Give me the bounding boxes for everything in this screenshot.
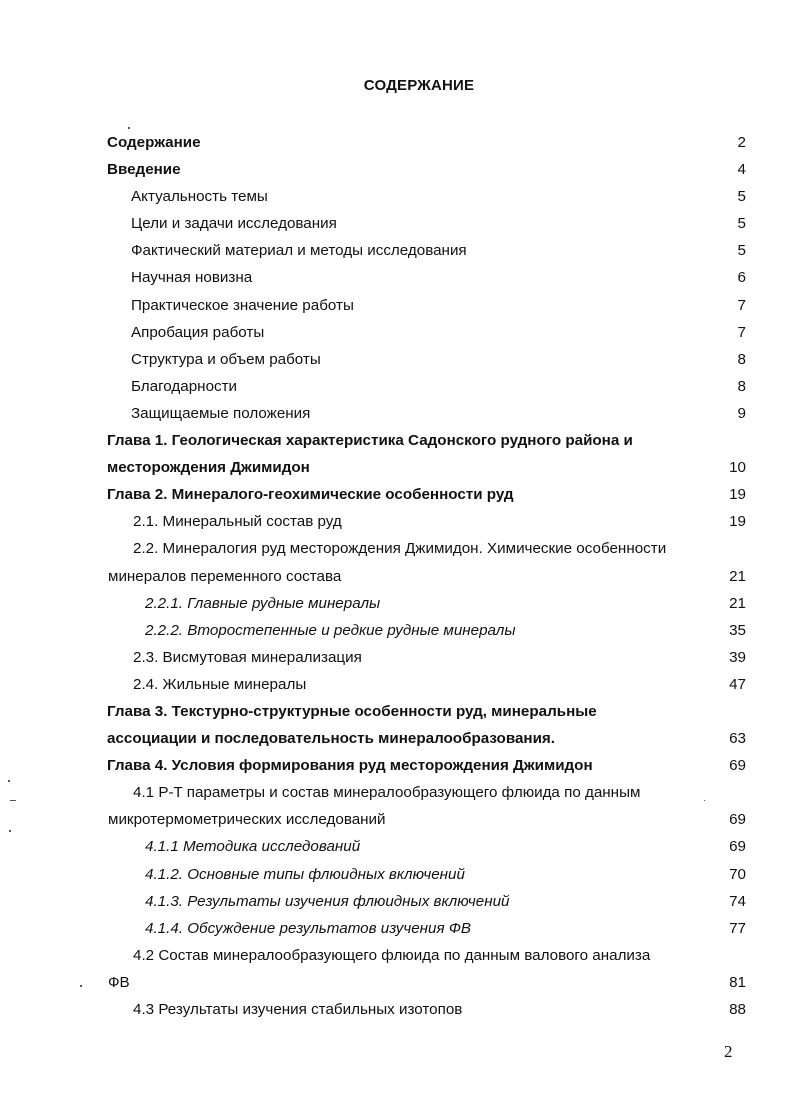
toc-entry[interactable] [0, 940, 794, 967]
toc-entry-page: 6 [737, 269, 746, 287]
toc-entry[interactable] [0, 994, 794, 1021]
scan-speck [8, 780, 10, 782]
toc-entry-text: Защищаемые положения [131, 404, 311, 422]
toc-entry-page: 88 [729, 1001, 746, 1018]
toc-entry-page: 69 [729, 838, 746, 856]
toc-entry-text: Содержание [107, 134, 201, 151]
toc-entry-text: 4.1 P-T параметры и состав минералообразующего флюида по данным [133, 784, 641, 802]
toc-entry-text: 2.3. Висмутовая минерализация [133, 648, 362, 666]
toc-entry-text: микротермометрических исследований [108, 811, 386, 829]
toc-entry-page: 8 [737, 377, 746, 395]
toc-entry-text: Введение [107, 161, 181, 179]
toc-entry[interactable] [0, 262, 794, 289]
toc-entry[interactable] [0, 886, 794, 913]
toc-entry[interactable] [0, 425, 794, 452]
toc-entry-text: Глава 1. Геологическая характеристика Садонского рудного района и [107, 432, 633, 450]
toc-entry[interactable] [0, 588, 794, 615]
toc-entry-text: Актуальность темы [131, 188, 268, 206]
toc-entry-page: 5 [737, 242, 746, 260]
scan-speck [128, 127, 130, 129]
toc-entry-page: 74 [729, 892, 746, 910]
toc-entry-text: 2.1. Минеральный состав руд [133, 513, 342, 531]
toc-entry-page: 7 [737, 296, 746, 314]
page-title: СОДЕРЖАНИЕ [363, 77, 475, 94]
toc-entry[interactable] [0, 479, 794, 506]
toc-entry-text: 4.3 Результаты изучения стабильных изотопов [133, 1001, 463, 1018]
toc-entry-text: 4.1.2. Основные типы флюидных включений [145, 865, 465, 883]
toc-entry-text: Научная новизна [131, 269, 253, 287]
toc-entry-page: 21 [729, 594, 746, 612]
toc-entry-text: Цели и задачи исследования [131, 215, 337, 233]
toc-entry-page: 19 [729, 513, 746, 531]
toc-entry-page: 9 [737, 404, 746, 422]
toc-entry-page: 47 [729, 675, 746, 693]
toc-entry[interactable] [0, 533, 794, 560]
toc-entry-page: 81 [729, 973, 746, 991]
toc-entry-page: 69 [729, 757, 746, 775]
toc-entry[interactable] [0, 154, 794, 181]
toc-entry-page: 8 [737, 350, 746, 368]
toc-entry-text: Апробация работы [131, 323, 265, 341]
toc-entry-text: 2.2. Минералогия руд месторождения Джимидон. Химические особенности [133, 540, 667, 558]
toc-entry[interactable] [0, 642, 794, 669]
toc-entry-page: 39 [729, 648, 746, 666]
toc-entry[interactable] [0, 290, 794, 317]
toc-entry-page: 4 [737, 161, 746, 179]
toc-entry-text: Глава 2. Минералого-геохимические особенности руд [107, 486, 514, 504]
toc-entry-text: 2.2.1. Главные рудные минералы [145, 594, 381, 612]
toc-entry[interactable] [0, 615, 794, 642]
toc-entry-page: 63 [729, 730, 746, 748]
toc-entry[interactable] [0, 208, 794, 235]
toc-entry[interactable] [0, 831, 794, 858]
toc-entry-text: 4.1.4. Обсуждение результатов изучения ФВ [145, 919, 472, 937]
toc-entry[interactable] [0, 669, 794, 696]
toc-entry-page: 70 [729, 865, 746, 883]
toc-entry-text: Фактический материал и методы исследования [131, 242, 467, 260]
toc-entry-page: 7 [737, 323, 746, 341]
toc-entry-page: 21 [729, 567, 746, 585]
toc-entry[interactable] [0, 967, 794, 994]
toc-entry[interactable] [0, 561, 794, 588]
toc-entry-page: 35 [729, 621, 746, 639]
toc-entry-page: 5 [737, 188, 746, 206]
toc-entry[interactable] [0, 235, 794, 262]
toc-entry-text: Благодарности [131, 377, 238, 395]
toc-entry[interactable] [0, 398, 794, 425]
toc-entry[interactable] [0, 859, 794, 886]
toc-entry-page: 5 [737, 215, 746, 233]
toc-entry-text: Практическое значение работы [131, 296, 354, 314]
toc-entry[interactable] [0, 913, 794, 940]
scan-speck [80, 985, 82, 987]
toc-entry-text: минералов переменного состава [108, 567, 342, 585]
toc-entry-page: 10 [729, 459, 746, 477]
toc-entry[interactable] [0, 750, 794, 777]
toc-entry[interactable] [0, 696, 794, 723]
toc-entry[interactable] [0, 804, 794, 831]
toc-entry-text: 2.4. Жильные минералы [133, 675, 307, 693]
toc-entry-text: 2.2.2. Второстепенные и редкие рудные минералы [145, 621, 516, 639]
page-number: 2 [724, 1042, 733, 1061]
toc-entry-text: 4.2 Состав минералообразующего флюида по данным валового анализа [133, 946, 651, 964]
toc-entry-page: 69 [729, 811, 746, 829]
toc-entry[interactable] [0, 723, 794, 750]
toc-entry-text: месторождения Джимидон [107, 459, 310, 477]
toc-entry[interactable] [0, 371, 794, 398]
toc-entry[interactable] [0, 317, 794, 344]
scan-speck [9, 830, 11, 832]
toc-entry-text: ассоциации и последовательность минералообразования. [107, 730, 556, 748]
toc-entry[interactable] [0, 127, 794, 154]
toc-entry[interactable] [0, 344, 794, 371]
toc-entry[interactable] [0, 181, 794, 208]
scan-speck [10, 800, 16, 801]
toc-entry-page: 19 [729, 486, 746, 504]
scan-speck [704, 800, 705, 801]
toc-entry-page: 77 [729, 919, 746, 937]
toc-entry-text: 4.1.1 Методика исследований [145, 838, 361, 856]
toc-entry[interactable] [0, 777, 794, 804]
toc-entry-text: 4.1.3. Результаты изучения флюидных включений [145, 892, 510, 910]
toc-entry-text: Структура и объем работы [131, 350, 321, 368]
toc-entry-page: 2 [737, 134, 746, 151]
toc-entry-text: ФВ [108, 973, 130, 991]
toc-entry-text: Глава 4. Условия формирования руд месторождения Джимидон [107, 757, 593, 775]
toc-entry-text: Глава 3. Текстурно-структурные особенности руд, минеральные [107, 702, 597, 720]
table-of-contents [0, 127, 794, 1021]
toc-entry[interactable] [0, 452, 794, 479]
toc-entry[interactable] [0, 506, 794, 533]
